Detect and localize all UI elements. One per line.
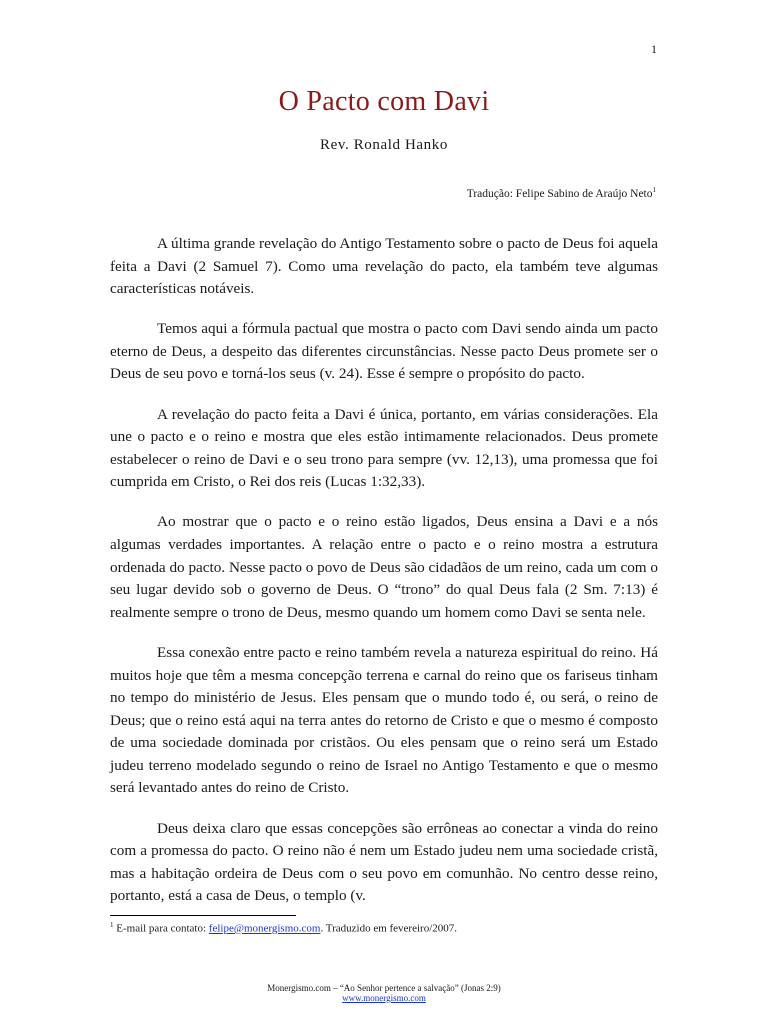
footnote — [110, 921, 457, 935]
paragraph: Deus deixa claro que essas concepções são errôneas ao conectar a vinda do reino com a promessa do pacto. O reino não é nem um Estado judeu nem uma sociedade cristã, mas a habitação ordeira de Deus com o seu povo em comunhão. No centro desse reino, portanto, está a casa de Deus, o templo (v. — [110, 819, 658, 905]
body-text — [110, 233, 658, 925]
author-name: Rev. Ronald Hanko — [320, 137, 448, 153]
footnote-rest: . Traduzido em fevereiro/2007. — [320, 922, 458, 935]
translation-text: Tradução: Felipe Sabino de Araújo Neto — [466, 187, 653, 200]
page-footer — [0, 983, 768, 1003]
paragraph: A revelação do pacto feita a Davi é única, portanto, em várias considerações. Ela une o pacto e o reino e mostra que eles estão intimamente relacionados. Deus promete estabelecer o reino de Davi e o seu trono para sempre (vv. 12,13), uma promessa que foi cumprida em Cristo, o Rei dos reis (Lucas 1:32,33). — [110, 405, 658, 491]
paragraph: Essa conexão entre pacto e reino também revela a natureza espiritual do reino. Há muitos hoje que têm a mesma concepção terrena e carnal do reino que os fariseus tinham no tempo do ministério de Jesus. Eles pensam que o mundo todo é, ou será, o reino de Deus; que o reino está aqui na terra antes do retorno de Cristo e que o mesmo é composto de uma sociedade dominada por cristãos. Ou eles pensam que o reino será um Estado judeu terreno modelado segundo o reino de Israel no Antigo Testamento e que o mesmo será levantado antes do reino de Cristo. — [110, 643, 658, 797]
paragraph: Temos aqui a fórmula pactual que mostra o pacto com Davi sendo ainda um pacto eterno de Deus, a despeito das diferentes circunstâncias. Nesse pacto Deus promete ser o Deus de seu povo e torná-los seus (v. 24). Esse é sempre o propósito do pacto. — [110, 320, 658, 383]
paragraph: Ao mostrar que o pacto e o reino estão ligados, Deus ensina a Davi e a nós algumas verdades importantes. A relação entre o pacto e o reino mostra a estrutura ordenada do pacto. Nesse pacto o povo de Deus são cidadãos de um reino, cada um com o seu lugar devido sob o governo de Deus. O “trono” do qual Deus fala (2 Sm. 7:13) é realmente sempre o trono de Deus, mesmo quando um homem como Davi se senta nele. — [110, 513, 658, 621]
website-link[interactable]: www.monergismo.com — [342, 993, 426, 1003]
email-link[interactable]: felipe@monergismo.com — [208, 922, 321, 935]
document-title: O Pacto com Davi — [278, 86, 490, 117]
footnote-reference[interactable]: 1 — [652, 186, 656, 194]
paragraph: A última grande revelação do Antigo Testamento sobre o pacto de Deus foi aquela feita a Davi (2 Samuel 7). Como uma revelação do pacto, ela também teve algumas características notáveis. — [110, 235, 658, 298]
footer-tagline: Monergismo.com – “Ao Senhor pertence a salvação” (Jonas 2:9) — [267, 983, 501, 993]
translation-credit — [467, 186, 656, 200]
footnote-divider — [110, 915, 296, 916]
page-number: 1 — [651, 42, 657, 56]
footnote-label: E-mail para contato: — [116, 922, 207, 935]
footnote-number: 1 — [110, 921, 114, 929]
